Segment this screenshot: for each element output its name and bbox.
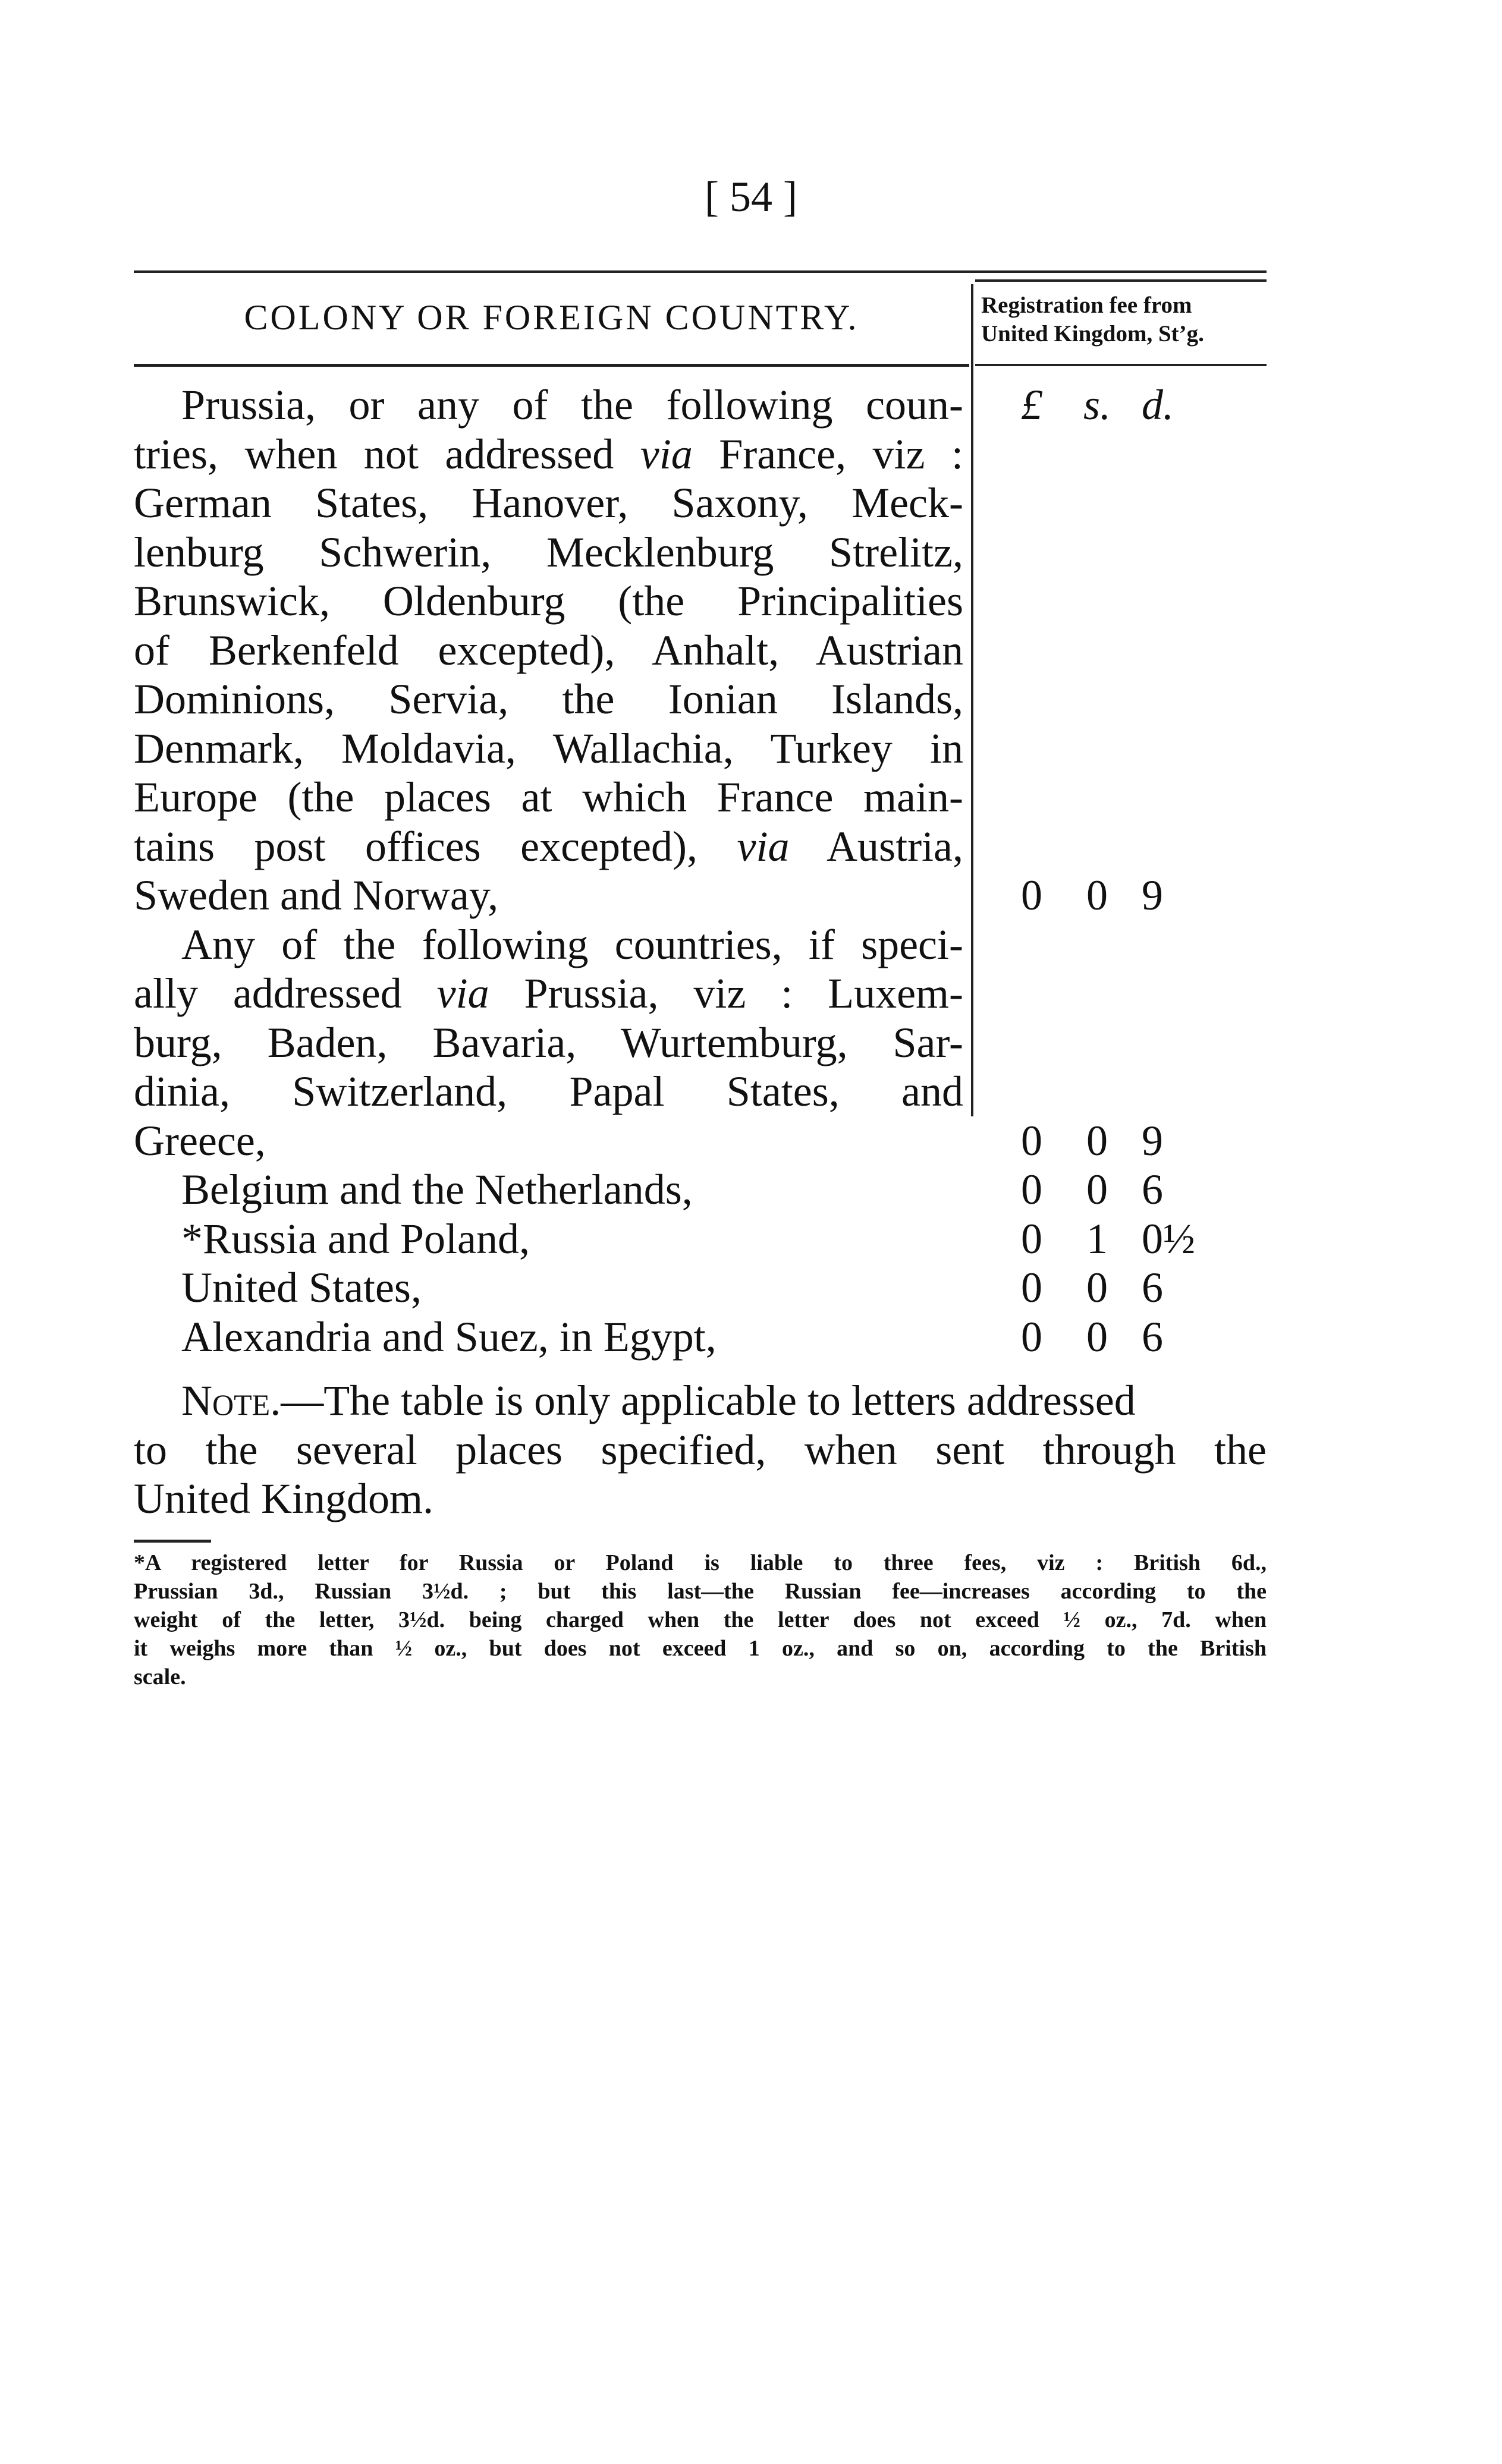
fee-row xyxy=(999,1214,1249,1264)
entry-line: Dominions, Servia, the Ionian Islands, xyxy=(134,675,963,723)
italic-via: via xyxy=(640,430,693,478)
currency-header xyxy=(999,380,1249,430)
fee-pence: 6 xyxy=(1142,1166,1163,1213)
entry-line: Prussia, or any of the following coun- xyxy=(181,381,963,429)
fee-shillings: 0 xyxy=(1086,871,1108,919)
entry-line: German States, Hanover, Saxony, Meck- xyxy=(134,479,963,527)
entry-line: tries, when not addressed via France, viz : xyxy=(134,430,964,478)
entry-line: Europe (the places at which France main- xyxy=(134,773,963,821)
note-paragraph xyxy=(134,1376,1267,1524)
fee-row xyxy=(999,871,1249,920)
fee-pence: 0½ xyxy=(1142,1214,1195,1263)
note-line-3: United Kingdom. xyxy=(134,1475,433,1522)
pounds-symbol: £ xyxy=(1021,381,1042,429)
entry-line: dinia, Switzerland, Papal States, and xyxy=(134,1068,963,1115)
entry-line: Alexandria and Suez, in Egypt, xyxy=(181,1313,717,1361)
fee-column-header xyxy=(981,291,1272,348)
entry-line: United States, xyxy=(181,1264,422,1311)
fee-pence: 9 xyxy=(1142,1116,1163,1165)
top-rule-fee xyxy=(975,279,1267,282)
fee-pounds: 0 xyxy=(1021,1264,1042,1311)
entry-line: Sweden and Norway, xyxy=(134,871,499,919)
entry-line: Denmark, Moldavia, Wallachia, Turkey in xyxy=(134,724,963,772)
entry-line: burg, Baden, Bavaria, Wurtemburg, Sar- xyxy=(134,1018,963,1066)
footnote-line: scale. xyxy=(134,1664,186,1689)
fee-pounds: 0 xyxy=(1021,871,1042,919)
top-rule xyxy=(134,270,1267,273)
footnote xyxy=(134,1549,1267,1691)
fee-shillings: 0 xyxy=(1086,1166,1108,1213)
fee-row xyxy=(999,1116,1249,1166)
column-divider xyxy=(971,284,973,1116)
shillings-symbol: s. xyxy=(1083,381,1111,429)
country-list xyxy=(134,380,963,1361)
page-number: [ 54 ] xyxy=(705,173,797,221)
header-rule-left xyxy=(134,364,969,367)
note-line-1 xyxy=(134,1376,1267,1425)
entry-line: of Berkenfeld excepted), Anhalt, Austrian xyxy=(134,626,963,674)
fee-pounds: 0 xyxy=(1021,1214,1042,1263)
fee-pence: 6 xyxy=(1142,1313,1163,1361)
note-label: Note. xyxy=(181,1377,281,1424)
italic-via: via xyxy=(737,822,790,870)
fee-row xyxy=(999,1313,1249,1362)
entry-line: Greece, xyxy=(134,1116,266,1165)
pence-symbol: d. xyxy=(1142,381,1174,429)
italic-via: via xyxy=(436,970,489,1017)
footnote-line: *A registered letter for Russia or Poland is liable to three fees, viz : British 6d., xyxy=(134,1550,1267,1575)
fee-shillings: 1 xyxy=(1086,1214,1108,1263)
entry-line: *Russia and Poland, xyxy=(181,1214,530,1263)
fee-pence: 9 xyxy=(1142,871,1163,919)
footnote-line: it weighs more than ½ oz., but does not exceed 1 oz., and so on, according to the British xyxy=(134,1636,1267,1661)
country-column-header: COLONY OR FOREIGN COUNTRY. xyxy=(244,298,859,337)
fee-header-line-2: United Kingdom, St’g. xyxy=(981,321,1204,347)
fee-pounds: 0 xyxy=(1021,1166,1042,1213)
header-rule-right xyxy=(975,364,1267,366)
entry-line: tains post offices excepted), via Austria, xyxy=(134,822,964,870)
fee-row xyxy=(999,1263,1249,1313)
entry-line: Any of the following countries, if speci- xyxy=(181,920,963,968)
fee-shillings: 0 xyxy=(1086,1264,1108,1311)
entry-line: Brunswick, Oldenburg (the Principalities xyxy=(134,577,963,625)
fee-shillings: 0 xyxy=(1086,1313,1108,1361)
note-text: —The table is only applicable to letters addressed xyxy=(281,1377,1136,1424)
entry-line: Belgium and the Netherlands, xyxy=(181,1166,693,1213)
note-line-2: to the several places specified, when sent through the xyxy=(134,1425,1267,1474)
fee-pounds: 0 xyxy=(1021,1313,1042,1361)
entry-line: ally addressed via Prussia, viz : Luxem- xyxy=(134,970,964,1017)
footnote-line: weight of the letter, 3½d. being charged when the letter does not exceed ½ oz., 7d. when xyxy=(134,1607,1267,1632)
fee-pounds: 0 xyxy=(1021,1116,1042,1165)
entry-line: lenburg Schwerin, Mecklenburg Strelitz, xyxy=(134,528,963,576)
fee-row xyxy=(999,1165,1249,1214)
fee-pence: 6 xyxy=(1142,1264,1163,1311)
fee-shillings: 0 xyxy=(1086,1116,1108,1165)
footnote-rule xyxy=(134,1540,211,1543)
fee-header-line-1: Registration fee from xyxy=(981,292,1192,318)
footnote-line: Prussian 3d., Russian 3½d. ; but this last—the Russian fee—increases according to the xyxy=(134,1579,1267,1604)
